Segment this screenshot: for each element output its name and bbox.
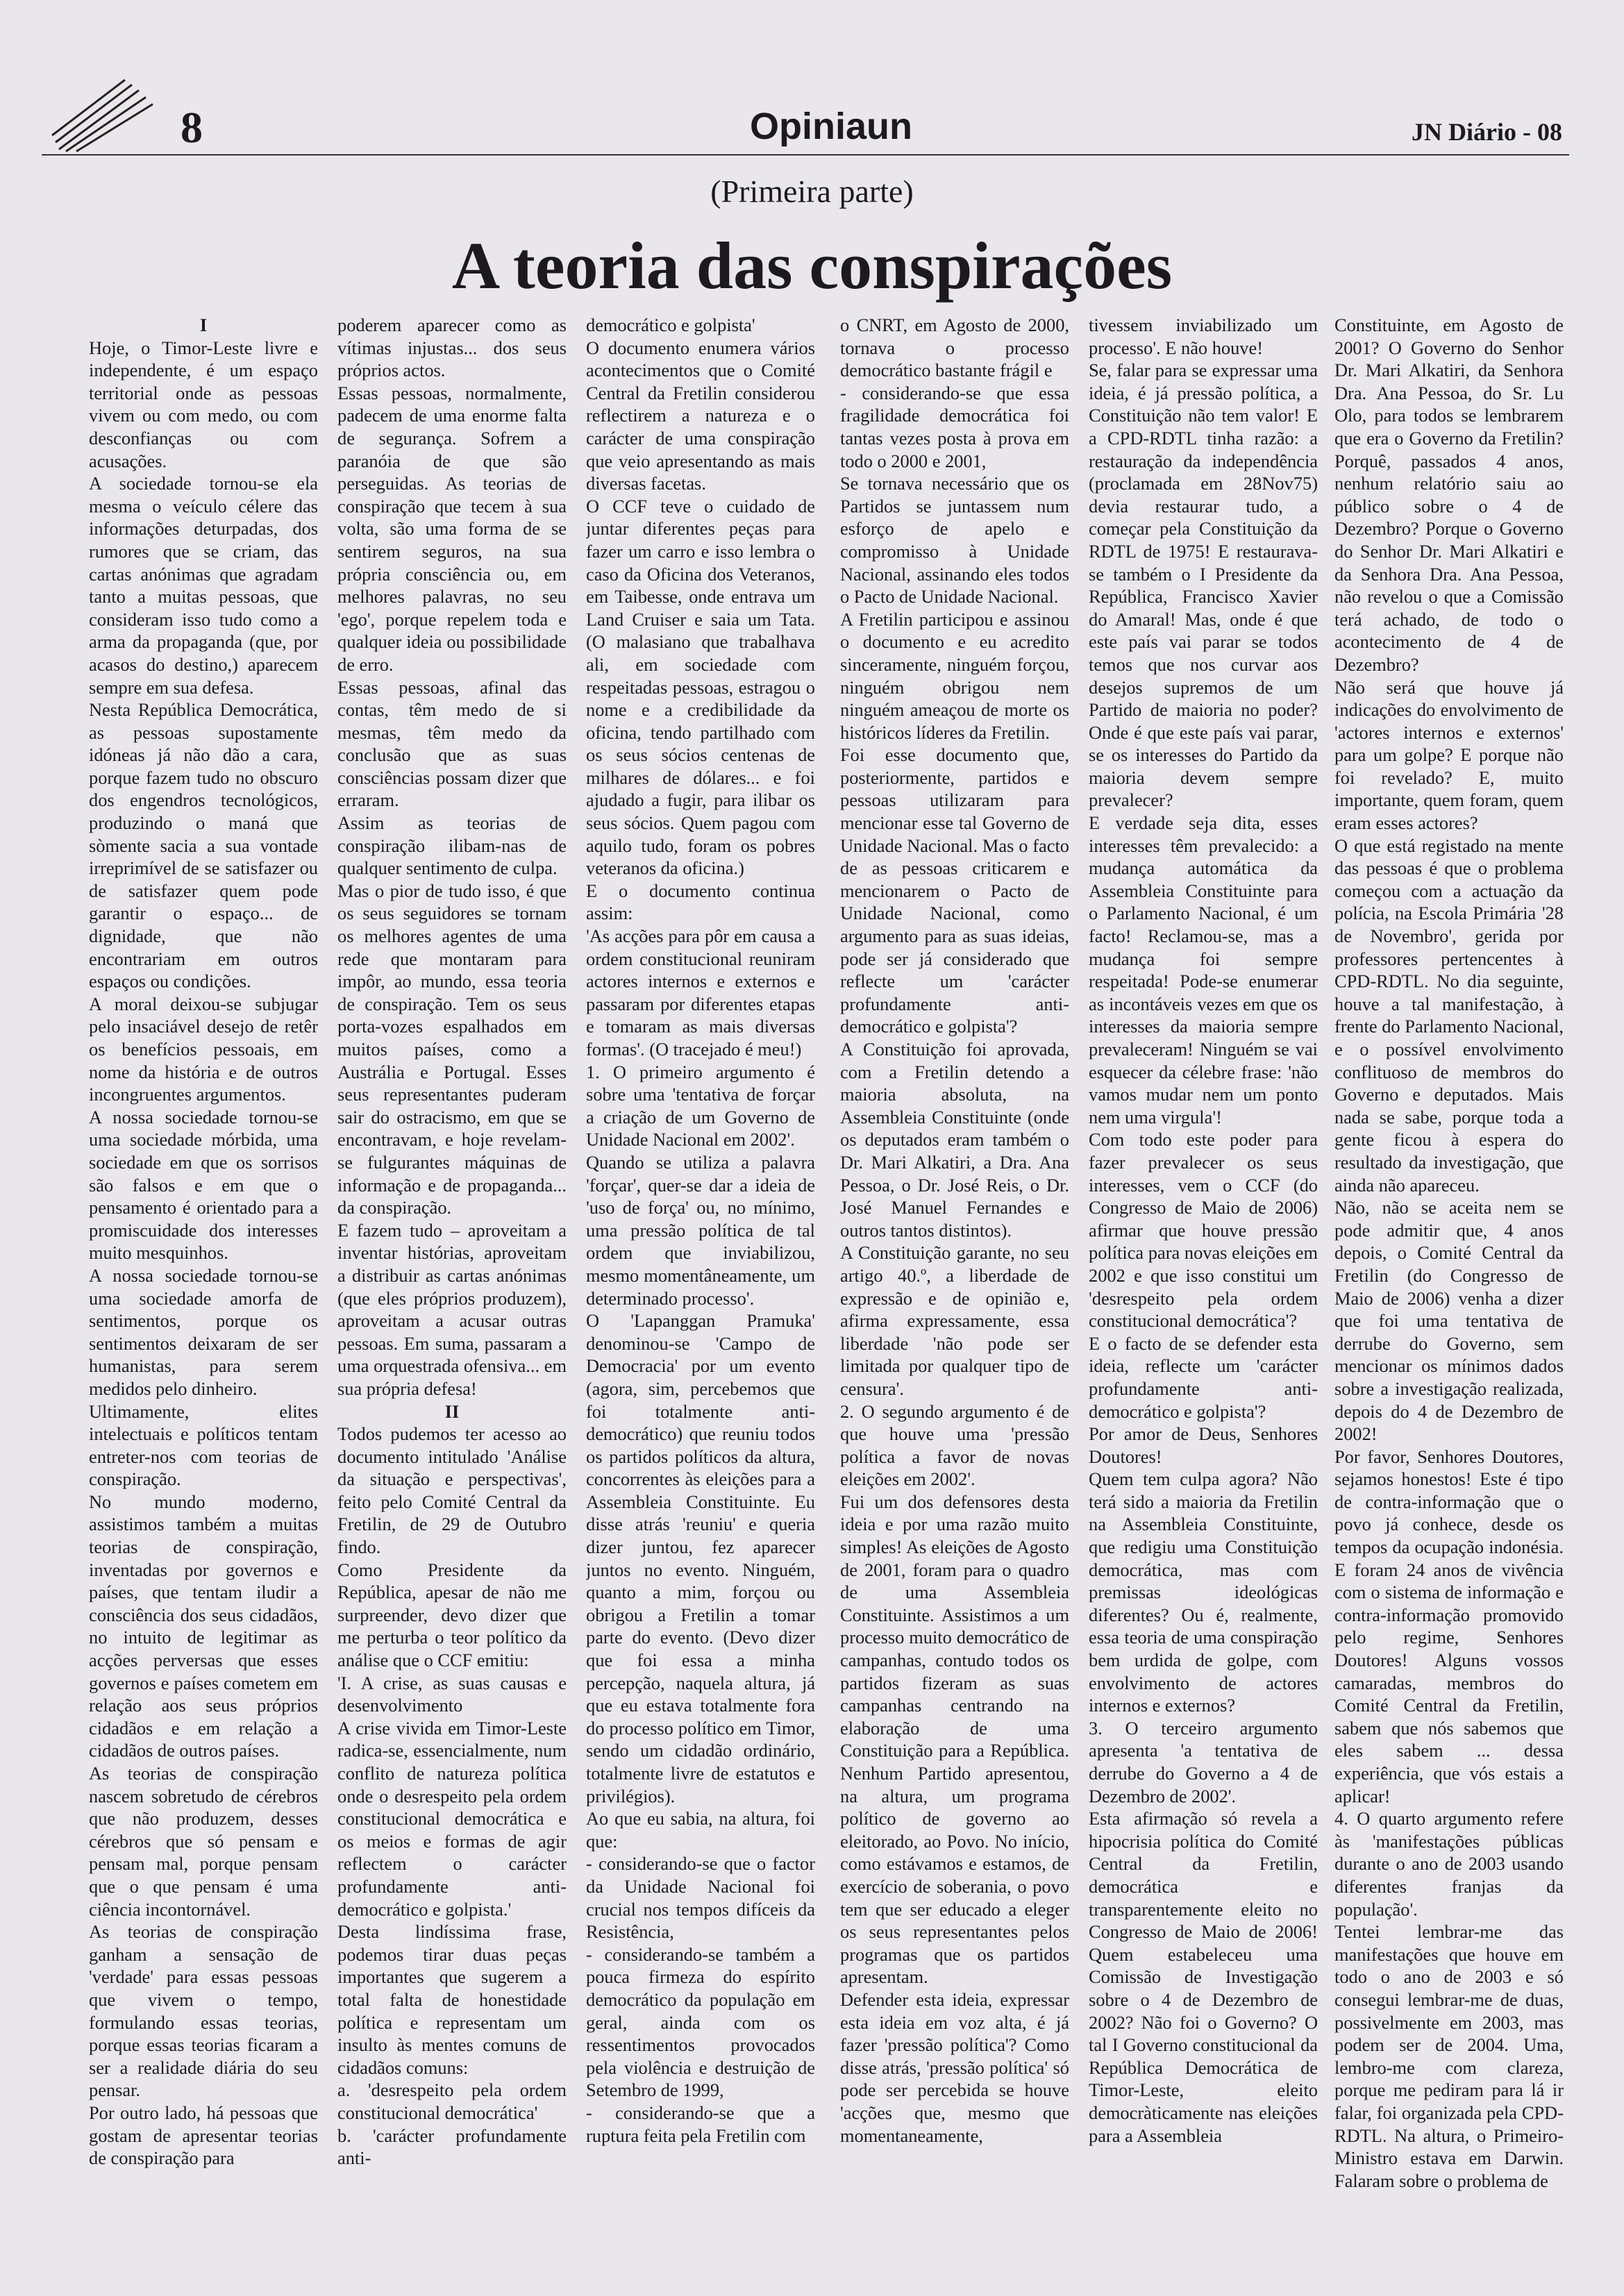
article-column-3 (586, 314, 815, 2258)
paragraph: Tentei lembrar-me das manifestações que houve em todo o ano de 2003 e só consegui lembrar-me de duas, possivelmente em 2003, mas podem ser de 2004. Uma, lembro-me com clareza, porque me pediram para lá ir falar, foi organizada pela CPD-RDTL. Na altura, o Primeiro-Ministro estava em Darwin. Falaram sobre o problema de (1334, 1921, 1564, 2191)
paragraph: E o facto de se defender esta ideia, reflecte um 'carácter profundamente anti-democrático e golpista'? (1089, 1332, 1318, 1422)
paragraph: Por favor, Senhores Doutores, sejamos honestos! Este é tipo de contra-informação que o povo já conhece, desde os tempos da ocupação indonésia. E foram 24 anos de vivência com o sistema de informação e contra-informação promovido pelo regime, Senhores Doutores! Alguns vossos camaradas, membros do Comité Central da Fretilin, sabem que nós sabemos que eles sabem ... dessa experiência, que vós estais a aplicar! (1334, 1446, 1564, 1807)
paragraph: Por outro lado, há pessoas que gostam de apresentar teorias de conspiração para (89, 2102, 318, 2169)
paragraph: Essas pessoas, afinal das contas, têm medo de si mesmas, têm medo da conclusão que as suas consciências possam dizer que erraram. (337, 676, 567, 811)
paragraph: As teorias de conspiração ganham a sensação de 'verdade' para essas pessoas que vivem o tempo, formulando essas teorias, porque essas teorias ficaram a ser a realidade diária do seu pensar. (89, 1921, 318, 2101)
paragraph: 1. O primeiro argumento é sobre uma 'tentativa de forçar a criação de um Governo de Unidade Nacional em 2002'. (586, 1061, 815, 1150)
paragraph: A nossa sociedade tornou-se uma sociedade amorfa de sentimentos, porque os sentimentos deixaram de ser humanistas, para serem medidos pelo dinheiro. (89, 1264, 318, 1399)
paragraph: Quem tem culpa agora? Não terá sido a maioria da Fretilin na Assembleia Constituinte, que redigiu uma Constituição democrática, mas com premissas ideológicas diferentes? Ou é, realmente, essa teoria de uma conspiração bem urdida de golpe, com envolvimento de actores internos e externos? (1089, 1468, 1318, 1716)
paragraph: A sociedade tornou-se ela mesma o veículo célere das informações deturpadas, dos rumores que se criam, das cartas anónimas que agradam tanto a muitas pessoas, que consideram isso tudo como a arma da propaganda (que, por acasos do destino,) aparecem sempre em sua defesa. (89, 473, 318, 698)
paragraph: - considerando-se que essa fragilidade democrática foi tantas vezes posta à prova em todo o 2000 e 2001, (840, 382, 1069, 471)
paragraph: - considerando-se que o factor da Unidade Nacional foi crucial nos tempos difíceis da Resistência, (586, 1853, 815, 1943)
article-column-2 (337, 314, 567, 2258)
paragraph: Por amor de Deus, Senhores Doutores! (1089, 1423, 1318, 1467)
paragraph: O 'Lapanggan Pramuka' denominou-se 'Campo de Democracia' por um evento (agora, sim, percebemos que foi totalmente anti-democrático) que reuniu todos os partidos políticos da altura, concorrentes às eleições para a Assembleia Constituinte. Eu disse atrás 'reuniu' e queria dizer juntou, fez aparecer juntos no evento. Ninguém, quanto a mim, forçou ou obrigou a Fretilin a tomar parte do evento. (Devo dizer que foi essa a minha percepção, naquela altura, já que eu estava totalmente fora do processo político em Timor, sendo um cidadão ordinário, totalmente livre de estatutos e privilégios). (586, 1310, 815, 1807)
paragraph: Ultimamente, elites intelectuais e políticos tentam entreter-nos com teorias de conspiração. (89, 1400, 318, 1490)
paragraph: 2. O segundo argumento é de que houve uma 'pressão política a favor de novas eleições em 2002'. (840, 1400, 1069, 1490)
paragraph: Se tornava necessário que os Partidos se juntassem num esforço de apelo e compromisso à Unidade Nacional, assinando eles todos o Pacto de Unidade Nacional. (840, 473, 1069, 607)
paragraph: A Constituição foi aprovada, com a Fretilin detendo a maioria absoluta, na Assembleia Constituinte (onde os deputados eram também o Dr. Mari Alkatiri, a Dra. Ana Pessoa, o Dr. José Reis, o Dr. José Manuel Fernandes e outros tantos distintos). (840, 1039, 1069, 1241)
paragraph: democrático e golpista' (586, 315, 755, 335)
header-rule (42, 154, 1569, 156)
article-column-5 (1089, 314, 1318, 2258)
paragraph: b. 'carácter profundamente anti- (337, 2125, 567, 2169)
section-title: Opiniaun (750, 106, 912, 147)
paragraph: A moral deixou-se subjugar pelo insaciável desejo de retêr os benefícios pessoais, em nome da história e de outros incongruentes argumentos. (89, 993, 318, 1105)
paragraph: poderem aparecer como as vítimas injustas... dos seus próprios actos. (337, 315, 567, 381)
article-subtitle: (Primeira parte) (710, 174, 914, 209)
paragraph: O CCF teve o cuidado de juntar diferentes peças para fazer um carro e isso lembra o caso da Oficina dos Veteranos, em Taibesse, onde entrava um Land Cruiser e saia um Tata. (O malasiano que trabalhava ali, em sociedade com respeitadas pessoas, estragou o nome e a credibilidade da oficina, tendo partilhado com os seus sócios centenas de milhares de dólares... e foi ajudado a fugir, para ilibar os seus sócios. Quem pagou com aquilo tudo, foram os pobres veteranos da oficina.) (586, 495, 815, 879)
paragraph: Quando se utiliza a palavra 'forçar', quer-se dar a ideia de 'uso de força' ou, no mínimo, uma pressão política de tal ordem que inviabilizou, mesmo momentâneamente, um determinado processo'. (586, 1151, 815, 1309)
paragraph: Defender esta ideia, expressar esta ideia em voz alta, é já fazer 'pressão política'? Como disse atrás, 'pressão política' só pode ser percebida se houve 'acções que, mesmo que momentaneamente, (840, 1988, 1069, 2146)
paragraph: As teorias de conspiração nascem sobretudo de cérebros que não produzem, desses cérebros que só pensam e pensam mal, porque pensam que o que pensam é uma ciência incontornável. (89, 1763, 318, 1920)
page-header (42, 76, 1569, 160)
paragraph: - considerando-se que a ruptura feita pela Fretilin com (586, 2102, 815, 2146)
paragraph: A Constituição garante, no seu artigo 40.º, a liberdade de expressão e de opinião e, afirma expressamente, essa liberdade 'não pode ser limitada por qualquer tipo de censura'. (840, 1242, 1069, 1399)
paragraph: Foi esse documento que, posteriormente, partidos e pessoas utilizaram para mencionar esse tal Governo de Unidade Nacional. Mas o facto de as pessoas criticarem e mencionarem o Pacto de Unidade Nacional, como argumento para as suas ideias, pode ser já considerado que reflecte um 'carácter profundamente anti-democrático e golpista'? (840, 744, 1069, 1037)
paragraph: Essas pessoas, normalmente, padecem de uma enorme falta de segurança. Sofrem a paranóia de que são perseguidas. As teorias de conspiração que tecem à sua volta, são uma forma de se sentirem seguros, na sua própria consciência ou, em melhores palavras, no seu 'ego', porque repelem toda e qualquer ideia ou possibilidade de erro. (337, 382, 567, 675)
paragraph: 3. O terceiro argumento apresenta 'a tentativa de derrube do Governo a 4 de Dezembro de 2002'. (1089, 1717, 1318, 1807)
paragraph: Com todo este poder para fazer prevalecer os seus interesses, vem o CCF (do Congresso de Maio de 2006) afirmar que houve pressão política para novas eleições em 2002 e que isso constitui um 'desrespeito pela ordem constitucional democrática'? (1089, 1129, 1318, 1332)
hatch-logo-icon (49, 76, 167, 153)
paragraph: Assim as teorias de conspiração ilibam-nas de qualquer sentimento de culpa. (337, 812, 567, 879)
paragraph: Ao que eu sabia, na altura, foi que: (586, 1808, 815, 1852)
page-number: 8 (181, 103, 203, 152)
paragraph: Todos pudemos ter acesso ao documento intitulado 'Análise da situação e perspectivas', feito pelo Comité Central da Fretilin, de 29 de Outubro findo. (337, 1423, 567, 1558)
paragraph: Não, não se aceita nem se pode admitir que, 4 anos depois, o Comité Central da Fretilin (do Congresso de Maio de 2006) venha a dizer que foi uma tentativa de derrube do Governo, sem mencionar os mínimos dados sobre a investigação realizada, depois do 4 de Dezembro de 2002! (1334, 1197, 1564, 1445)
paragraph: 'As acções para pôr em causa a ordem constitucional reuniram actores internos e externos e passaram por diferentes etapas e tomaram as mais diversas formas'. (O tracejado é meu!) (586, 925, 815, 1059)
paragraph: Nesta República Democrática, as pessoas supostamente idóneas já não dão a cara, porque fazem tudo no obscuro dos engendros tecnológicos, produzindo o maná que sòmente sacia a sua vontade irreprimível de se satisfazer ou de satisfazer quem pode garantir o espaço... de dignidade, que não encontrariam em outros espaços ou condições. (89, 699, 318, 992)
paragraph: Se, falar para se expressar uma ideia, é já pressão política, a Constituição não tem valor! E a CPD-RDTL tinha razão: a restauração da independência (proclamada em 28Nov75) devia restaurar tudo, a começar pela Constituição da RDTL de 1975! E restaurava-se também o I Presidente da República, Francisco Xavier do Amaral! Mas, onde é que este país vai parar se todos temos que nos curvar aos desejos supremos de um Partido de maioria no poder? Onde é que este país vai parar, se os interesses do Partido da maioria devem sempre prevalecer? (1089, 360, 1318, 811)
paragraph: I (199, 315, 208, 335)
paragraph: E verdade seja dita, esses interesses têm prevalecido: a mudança automática da Assembleia Constituinte para o Parlamento Nacional, é um facto! Reclamou-se, mas a mudança foi sempre respeitada! Pode-se enumerar as incontáveis vezes em que os interesses da maioria sempre prevaleceram! Ninguém se vai esquecer da célebre frase: 'não vamos mudar nem um ponto nem uma virgula'! (1089, 812, 1318, 1128)
article-column-1 (89, 314, 318, 2258)
paragraph: A crise vivida em Timor-Leste radica-se, essencialmente, num conflito de natureza política onde o desrespeito pela ordem constitucional democrática e os meios e formas de agir reflectem o carácter profundamente anti-democrático e golpista.' (337, 1717, 567, 1920)
paragraph: E o documento continua assim: (586, 880, 815, 924)
paragraph: Constituinte, em Agosto de 2001? O Governo do Senhor Dr. Mari Alkatiri, da Senhora Dra. Ana Pessoa, do Sr. Lu Olo, para todos se lembrarem que era o Governo da Fretilin? Porquê, passados 4 anos, nenhum relatório saiu ao público sobre o 4 de Dezembro? Porque o Governo do Senhor Dr. Mari Alkatiri e da Senhora Dra. Ana Pessoa, não revelou o que a Comissão terá achado, de todo o acontecimento de 4 de Dezembro? (1334, 315, 1564, 675)
paragraph: 'I. A crise, as suas causas e desenvolvimento (337, 1672, 567, 1716)
paragraph: tivessem inviabilizado um processo'. E não houve! (1089, 315, 1318, 358)
paragraph: O que está registado na mente das pessoas é que o problema começou com a actuação da polícia, na Escola Primária '28 de Novembro', gerida por professores pertencentes à CPD-RDTL. No dia seguinte, houve a tal manifestação, à frente do Parlamento Nacional, e o possível envolvimento conflituoso de membros do Governo e deputados. Mais nada se sabe, porque toda a gente ficou à espera do resultado da investigação, que ainda não apareceu. (1334, 835, 1564, 1196)
paragraph: Desta lindíssima frase, podemos tirar duas peças importantes que sugerem a total falta de honestidade política e representam um insulto às mentes comuns de cidadãos comuns: (337, 1921, 567, 2078)
paragraph: Fui um dos defensores desta ideia e por uma razão muito simples! As eleições de Agosto de 2001, foram para o quadro de uma Assembleia Constituinte. Assistimos a um processo muito democrático de campanhas, contudo todos os partidos fizeram as suas campanhas centrando na elaboração de uma Constituição para a República. Nenhum Partido apresentou, na altura, um programa político de governo ao eleitorado, ao Povo. No início, como estávamos e estamos, de exercício de soberania, o povo tem que ser educado a eleger os seus representantes pelos programas que os partidos apresentam. (840, 1491, 1069, 1988)
paragraph: 4. O quarto argumento refere às 'manifestações públicas durante o ano de 2003 usando diferentes franjas da população'. (1334, 1808, 1564, 1920)
paragraph: A nossa sociedade tornou-se uma sociedade mórbida, uma sociedade em que os sorrisos são falsos e em que o pensamento é orientado para a promiscuidade dos interesses muito mesquinhos. (89, 1106, 318, 1264)
article-column-4 (840, 314, 1069, 2258)
paragraph: Hoje, o Timor-Leste livre e independente, é um espaço territorial onde as pessoas vivem ou com medo, ou com desconfianças ou com acusações. (89, 337, 318, 471)
paragraph: No mundo moderno, assistimos também a muitas teorias de conspiração, inventadas por governos e países, que tentam iludir a consciência dos seus cidadãos, no intuito de legitimar as acções perversas que esses governos e países cometem em relação aos seus próprios cidadãos e em relação a cidadãos de outros países. (89, 1491, 318, 1761)
paragraph: O documento enumera vários acontecimentos que o Comité Central da Fretilin considerou reflectirem a natureza e o carácter de uma conspiração que veio apresentando as mais diversas facetas. (586, 337, 815, 494)
article-title: A teoria das conspirações (451, 228, 1173, 303)
article-column-6 (1334, 314, 1564, 2258)
paragraph: a. 'desrespeito pela ordem constitucional democrática' (337, 2079, 567, 2123)
paragraph: - considerando-se também a pouca firmeza do espírito democrático da população em geral, ainda com os ressentimentos provocados pela violência e destruição de Setembro de 1999, (586, 1943, 815, 2101)
paragraph: A Fretilin participou e assinou o documento e eu acredito sinceramente, ninguém forçou, ninguém obrigou nem ninguém ameaçou de morte os históricos líderes da Fretilin. (840, 608, 1069, 743)
paragraph: o CNRT, em Agosto de 2000, tornava o processo democrático bastante frágil e (840, 315, 1069, 381)
paragraph: Esta afirmação só revela a hipocrisia política do Comité Central da Fretilin, democrática e transparentemente eleito no Congresso de Maio de 2006! Quem estabeleceu uma Comissão de Investigação sobre o 4 de Dezembro de 2002? Não foi o Governo? O tal I Governo constitucional da República Democrática de Timor-Leste, eleito democràticamente nas eleições para a Assembleia (1089, 1808, 1318, 2146)
paragraph: E fazem tudo – aproveitam a inventar histórias, aproveitam a distribuir as cartas anónimas (que eles próprios produzem), aproveitam a acusar outras pessoas. Em suma, passaram a uma orquestrada ofensiva... em sua própria defesa! (337, 1219, 567, 1399)
paragraph: Mas o pior de tudo isso, é que os seus seguidores se tornam os melhores agentes de uma rede que montaram para impôr, ao mundo, essa teoria de conspiração. Tem os seus porta-vozes espalhados em muitos países, como a Austrália e Portugal. Esses seus representantes puderam sair do ostracismo, em que se encontravam, e hoje revelam-se fulgurantes máquinas de informação e de propaganda... da conspiração. (337, 880, 567, 1218)
publication-label: JN Diário - 08 (1412, 118, 1562, 146)
paragraph: Como Presidente da República, apesar de não me surpreender, devo dizer que me perturba o teor político da análise que o CCF emitiu: (337, 1559, 567, 1671)
paragraph: II (444, 1400, 460, 1422)
paragraph: Não será que houve já indicações do envolvimento de 'actores internos e externos' para um golpe? E porque não foi revelado? E, muito importante, quem foram, quem eram esses actores? (1334, 676, 1564, 834)
